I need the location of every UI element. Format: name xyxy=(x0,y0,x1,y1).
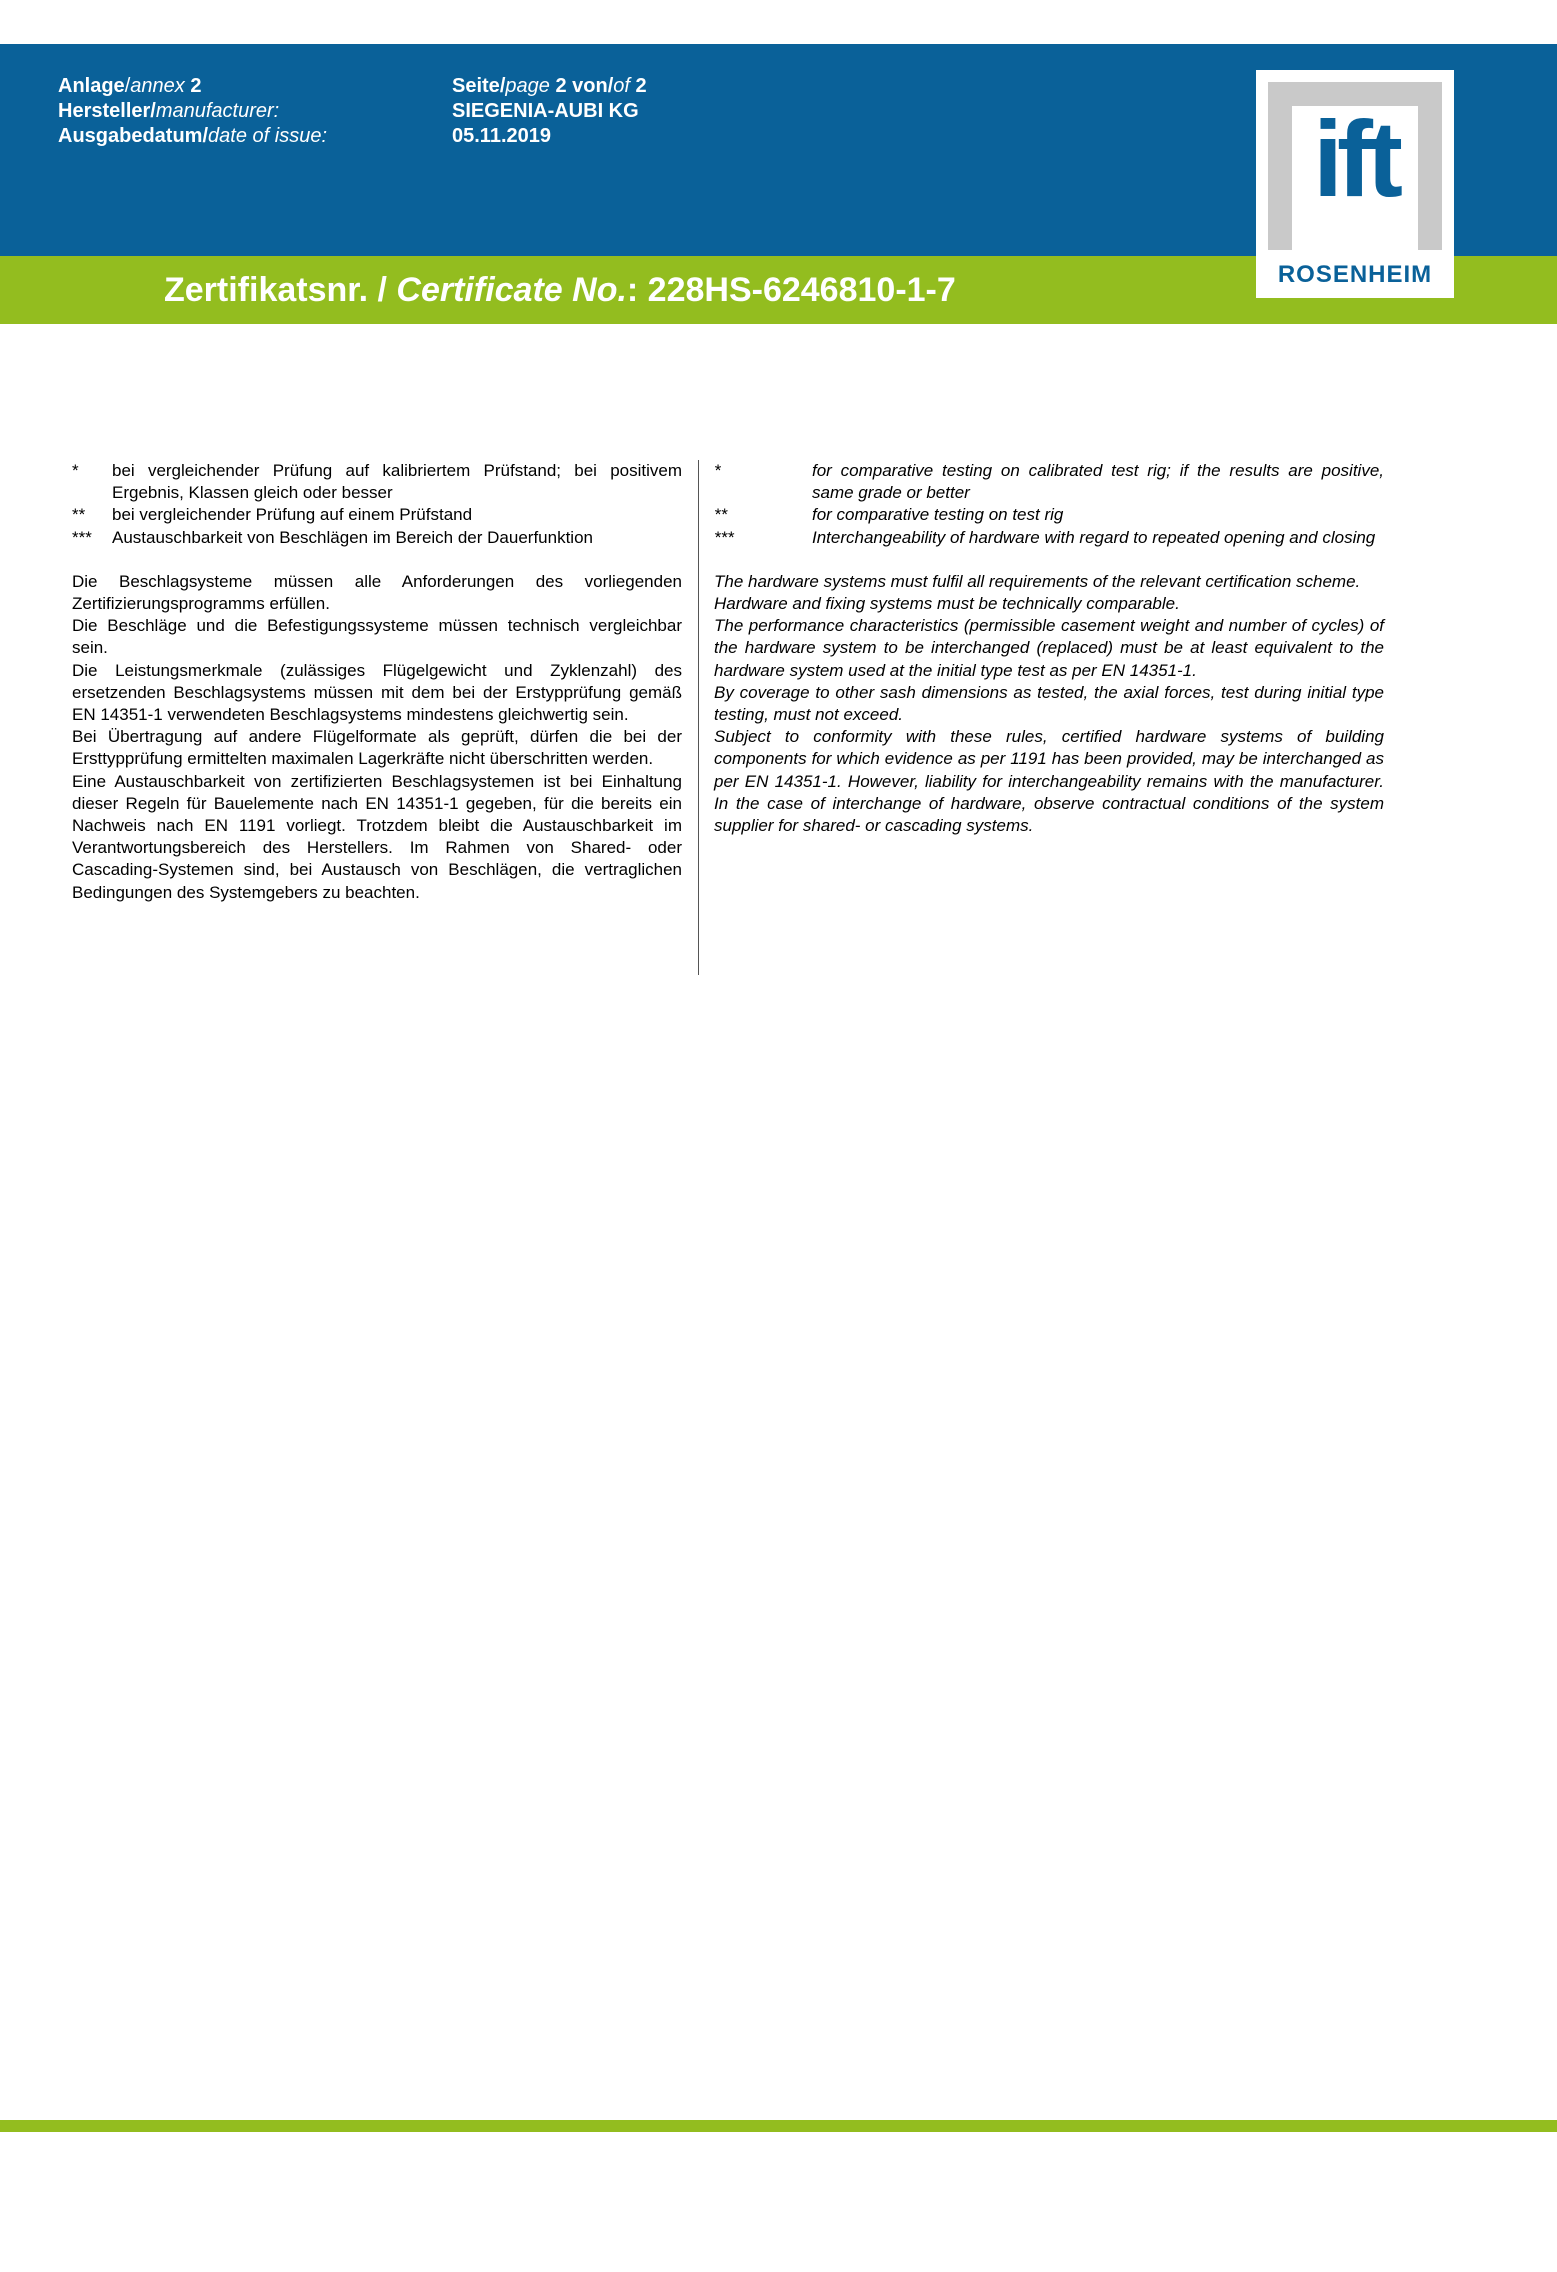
page-label-en: page xyxy=(505,75,550,97)
footnote xyxy=(72,460,682,504)
footnote-text: Austauschbarkeit von Beschlägen im Bereich der Dauerfunktion xyxy=(112,527,593,547)
paragraph: By coverage to other sash dimensions as tested, the axial forces, test during initial type testing, must not exceed. xyxy=(714,682,1384,725)
paragraph: Eine Austauschbarkeit von zertifizierten Beschlagsystemen ist bei Einhaltung dieser Regeln für Bauelemente nach EN 14351-1 gegeben, für die bereits ein Nachweis nach EN 1191 vorliegt. Trotzdem bleibt die Austauschbarkeit im Verantwortungsbereich des Herstellers. Im Rahmen von Shared- oder Cascading-Systemen sind, bei Austausch von Beschlägen, die vertraglichen Bedingungen des Systemgebers zu beachten. xyxy=(72,771,682,902)
issue-row: Ausgabedatum/date of issue: xyxy=(58,125,327,147)
english-column xyxy=(714,460,1384,837)
paragraph: The hardware systems must fulfil all requirements of the relevant certification scheme. xyxy=(714,571,1361,591)
manufacturer-label-en: manufacturer: xyxy=(155,100,280,122)
manufacturer-label-de: Hersteller xyxy=(58,100,151,122)
footnote-text: for comparative testing on test rig xyxy=(812,505,1064,525)
footer-line xyxy=(0,2120,1557,2132)
annex-row: Anlage/annex 2 xyxy=(58,75,202,97)
footnote-text: for comparative testing on calibrated test rig; if the results are positive, same grade or better xyxy=(812,461,1384,503)
footnote xyxy=(714,460,1384,504)
certificate-label-de: Zertifikatsnr. / xyxy=(164,271,397,309)
manufacturer-row: Hersteller/manufacturer: xyxy=(58,100,280,122)
logo-text: ift xyxy=(1313,98,1397,219)
footnote-mark: ** xyxy=(72,505,86,525)
footnote-text: Interchangeability of hardware with regard to repeated opening and closing xyxy=(812,527,1376,547)
issue-date-value: 05.11.2019 xyxy=(452,125,551,147)
header-labels xyxy=(58,74,327,149)
paragraph: Die Beschlagsysteme müssen alle Anforderungen des vorliegenden Zertifizierungsprogramms erfüllen. xyxy=(72,571,682,614)
certificate-number xyxy=(164,268,956,312)
annex-label-en: annex xyxy=(130,75,185,97)
header-values xyxy=(452,74,647,149)
paragraph: Subject to conformity with these rules, certified hardware systems of building components for which evidence as per 1191 has been provided, may be interchanged as per EN 14351-1. However, liability for interchangeability remains with the manufacturer. In the case of interchange of hardware, observe contractual conditions of the system supplier for shared- or cascading systems. xyxy=(714,727,1384,836)
german-column xyxy=(72,460,682,904)
paragraph: The performance characteristics (permissible casement weight and number of cycles) of the hardware system to be interchanged (replaced) must be at least equivalent to the hardware system used at the initial type test as per EN 14351-1. xyxy=(714,616,1384,680)
issue-label-en: date of issue: xyxy=(208,125,327,147)
footnote xyxy=(72,527,682,549)
annex-value: 2 xyxy=(190,75,202,97)
page-current: 2 xyxy=(555,75,567,97)
footnote xyxy=(714,504,1384,526)
footnote-text: bei vergleichender Prüfung auf kalibriertem Prüfstand; bei positivem Ergebnis, Klassen gleich oder besser xyxy=(112,461,682,503)
paragraph: Die Beschläge und die Befestigungssysteme müssen technisch vergleichbar sein. xyxy=(72,616,682,658)
paragraph: Hardware and fixing systems must be technically comparable. xyxy=(714,594,1180,614)
page-total: 2 xyxy=(635,75,647,97)
certificate-number-value: : 228HS-6246810-1-7 xyxy=(626,271,956,309)
logo-subtitle: ROSENHEIM xyxy=(1277,261,1433,288)
column-divider xyxy=(698,460,699,975)
page-label-de: Seite xyxy=(452,75,500,97)
footnote xyxy=(72,504,682,526)
footnote xyxy=(714,527,1384,549)
certificate-label-en: Certificate No. xyxy=(396,271,627,309)
issue-label-de: Ausgabedatum xyxy=(58,125,203,147)
paragraph: Bei Übertragung auf andere Flügelformate als geprüft, dürfen die bei der Ersttypprüfung ermittelten maximalen Lagerkräfte nicht überschritten werden. xyxy=(72,727,682,769)
annex-label-de: Anlage xyxy=(58,75,125,97)
footnote-mark: *** xyxy=(714,527,734,547)
footnote-text: bei vergleichender Prüfung auf einem Prüfstand xyxy=(112,505,473,525)
footnote-mark: ** xyxy=(714,505,728,525)
page-row: Seite/page 2 von/of 2 xyxy=(452,75,647,97)
page-of-en: of xyxy=(613,75,630,97)
manufacturer-value: SIEGENIA-AUBI KG xyxy=(452,100,639,122)
footnote-mark: *** xyxy=(72,527,92,547)
page-of-de: von xyxy=(572,75,608,97)
ift-rosenheim-logo xyxy=(1256,70,1454,298)
footnote-mark: * xyxy=(714,461,721,480)
footnote-mark: * xyxy=(72,461,79,480)
paragraph: Die Leistungsmerkmale (zulässiges Flügelgewicht und Zyklenzahl) des ersetzenden Beschlagsystems müssen mit dem bei der Erstypprüfung gemäß EN 14351-1 verwendeten Beschlagsystems mindestens gleichwertig sein. xyxy=(72,660,682,725)
